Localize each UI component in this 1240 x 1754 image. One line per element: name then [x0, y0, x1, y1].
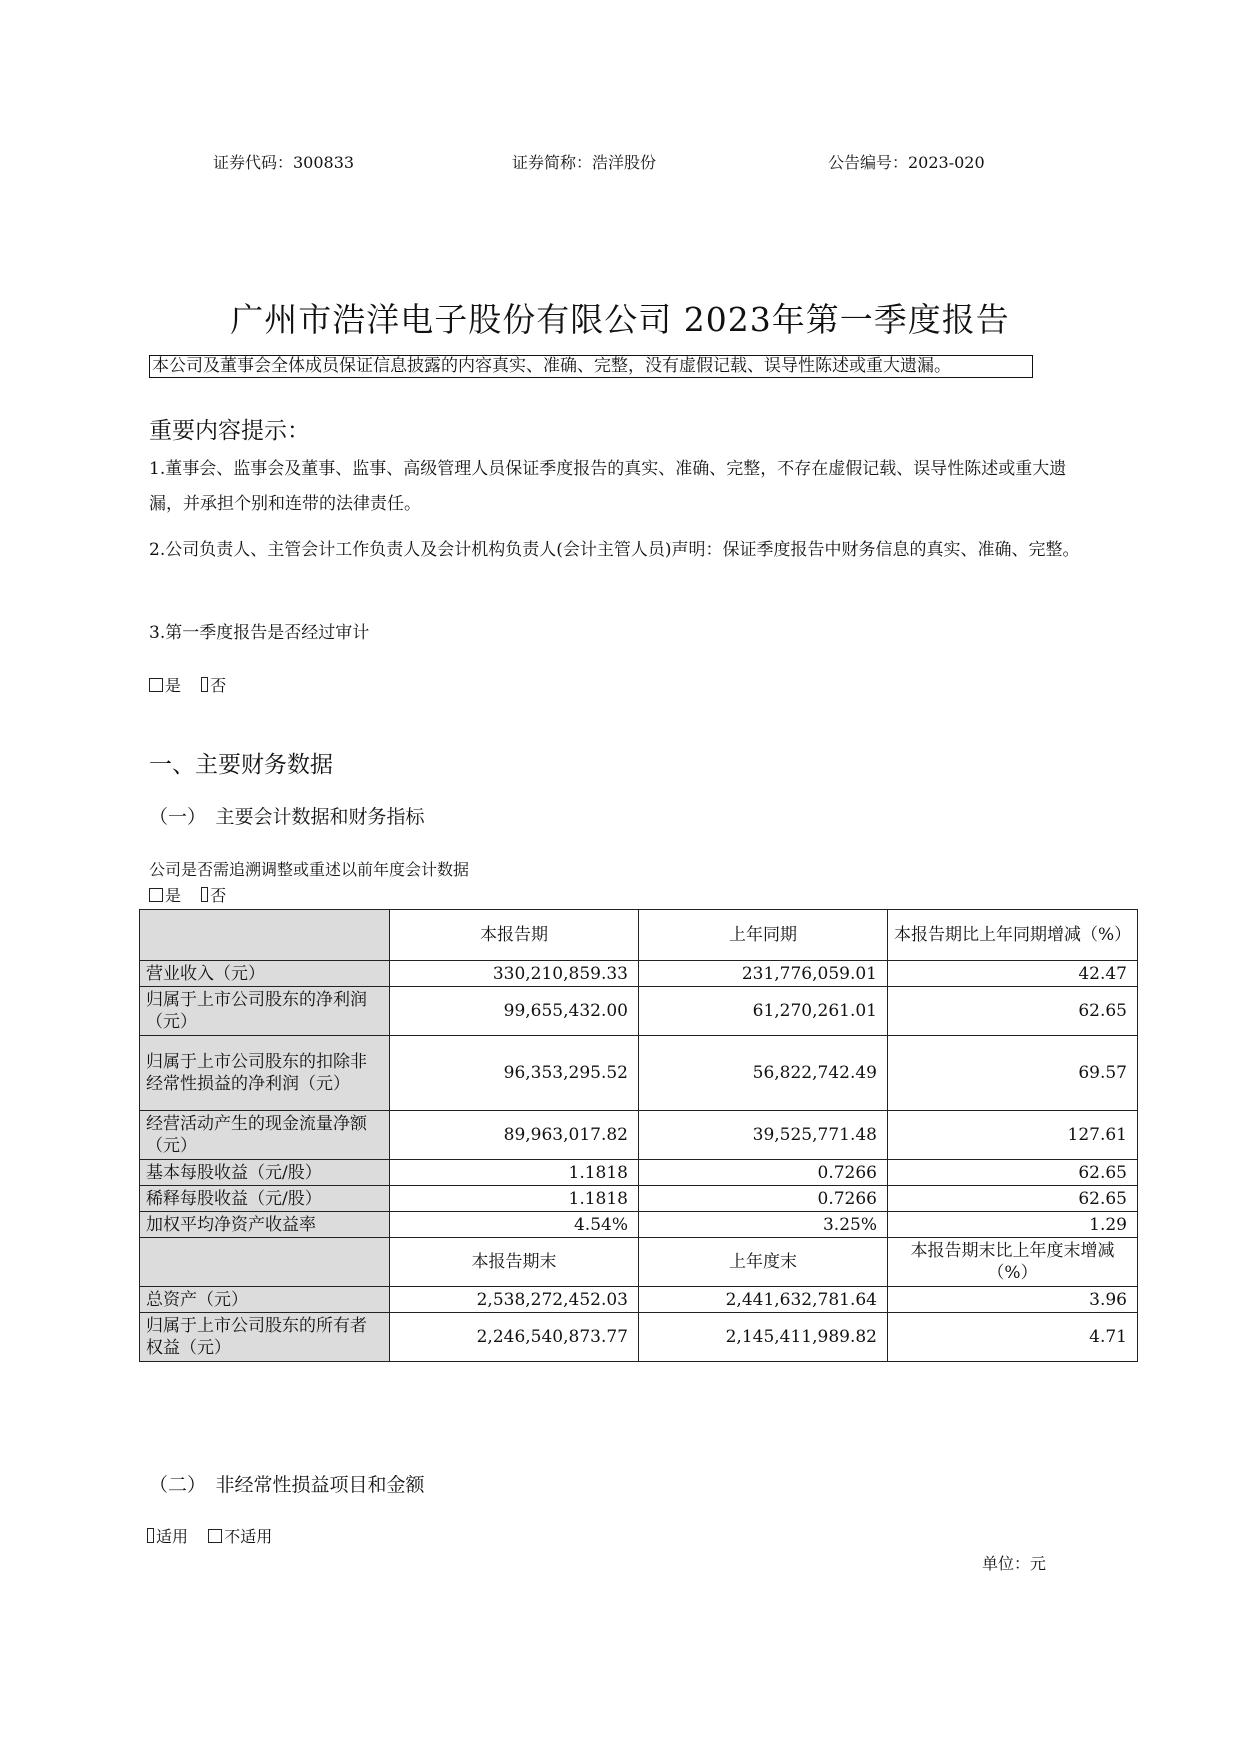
not-applicable-label: 不适用 — [224, 1527, 273, 1546]
cell-value: 62.65 — [888, 1186, 1138, 1212]
cell-value: 2,441,632,781.64 — [639, 1287, 888, 1313]
restate-question: 公司是否需追溯调整或重述以前年度会计数据 — [149, 860, 470, 879]
cell-value: 56,822,742.49 — [639, 1036, 888, 1111]
cell-value: 61,270,261.01 — [639, 987, 888, 1036]
restate-yes-checkbox[interactable] — [149, 888, 163, 902]
cell-value: 0.7266 — [639, 1186, 888, 1212]
cell-value: 62.65 — [888, 1160, 1138, 1186]
audit-options — [149, 673, 226, 696]
table-header-row — [140, 910, 1138, 961]
table-header-cell — [140, 1238, 390, 1287]
table-header-cell: 本报告期末比上年度末增减（%） — [888, 1238, 1138, 1287]
row-label: 经营活动产生的现金流量净额（元） — [140, 1111, 390, 1160]
applicable-label: 适用 — [156, 1527, 189, 1546]
applicable-options — [147, 1524, 272, 1547]
unit-label: 单位：元 — [982, 1554, 1047, 1573]
cell-value: 330,210,859.33 — [390, 961, 639, 987]
cell-value: 231,776,059.01 — [639, 961, 888, 987]
table-row — [140, 1036, 1138, 1111]
table-row — [140, 1160, 1138, 1186]
row-label: 基本每股收益（元/股） — [140, 1160, 390, 1186]
table-row — [140, 1111, 1138, 1160]
row-label: 归属于上市公司股东的扣除非经常性损益的净利润（元） — [140, 1036, 390, 1111]
row-label: 归属于上市公司股东的净利润（元） — [140, 987, 390, 1036]
restate-yes-label: 是 — [165, 886, 182, 905]
cell-value: 62.65 — [888, 987, 1138, 1036]
cell-value: 3.25% — [639, 1212, 888, 1238]
row-label: 总资产（元） — [140, 1287, 390, 1313]
row-label: 加权平均净资产收益率 — [140, 1212, 390, 1238]
cell-value: 42.47 — [888, 961, 1138, 987]
cell-value: 39,525,771.48 — [639, 1111, 888, 1160]
applicable-checkbox[interactable] — [147, 1528, 154, 1543]
audit-no-checkbox[interactable] — [201, 677, 208, 692]
table-header-cell: 本报告期 — [390, 910, 639, 961]
row-label: 营业收入（元） — [140, 961, 390, 987]
cell-value: 2,538,272,452.03 — [390, 1287, 639, 1313]
table-header-cell: 上年同期 — [639, 910, 888, 961]
announcement-number: 公告编号：2023-020 — [828, 153, 985, 172]
cell-value: 0.7266 — [639, 1160, 888, 1186]
table-header-row — [140, 1238, 1138, 1287]
table-row — [140, 961, 1138, 987]
cell-value: 69.57 — [888, 1036, 1138, 1111]
cell-value: 4.54% — [390, 1212, 639, 1238]
not-applicable-checkbox[interactable] — [208, 1529, 222, 1543]
table-header-cell — [140, 910, 390, 961]
stock-abbreviation: 证券简称：浩洋股份 — [512, 153, 657, 172]
section2-subheading: （二） 非经常性损益项目和金额 — [149, 1474, 425, 1496]
cell-value: 96,353,295.52 — [390, 1036, 639, 1111]
cell-value: 1.1818 — [390, 1160, 639, 1186]
important-heading: 重要内容提示： — [149, 418, 310, 444]
section1-heading: 一、主要财务数据 — [149, 752, 333, 778]
restate-no-checkbox[interactable] — [201, 887, 208, 902]
cell-value: 99,655,432.00 — [390, 987, 639, 1036]
audit-no-label: 否 — [210, 676, 227, 695]
table-header-cell: 本报告期比上年同期增减（%） — [888, 910, 1138, 961]
cell-value: 1.1818 — [390, 1186, 639, 1212]
cell-value: 1.29 — [888, 1212, 1138, 1238]
page-title: 广州市浩洋电子股份有限公司 2023年第一季度报告 — [230, 300, 1010, 339]
cell-value: 3.96 — [888, 1287, 1138, 1313]
row-label: 归属于上市公司股东的所有者权益（元） — [140, 1313, 390, 1362]
board-notice-box: 本公司及董事会全体成员保证信息披露的内容真实、准确、完整，没有虚假记载、误导性陈述或重大遗漏。 — [149, 355, 1033, 378]
table-header-cell: 上年度末 — [639, 1238, 888, 1287]
table-row — [140, 1212, 1138, 1238]
important-item-1: 1.董事会、监事会及董事、监事、高级管理人员保证季度报告的真实、准确、完整，不存在虚假记载、误导性陈述或重大遗漏，并承担个别和连带的法律责任。 — [149, 459, 1067, 514]
restate-options — [149, 883, 226, 906]
important-item-2: 2.公司负责人、主管会计工作负责人及会计机构负责人(会计主管人员)声明：保证季度报告中财务信息的真实、准确、完整。 — [149, 540, 1080, 560]
cell-value: 127.61 — [888, 1111, 1138, 1160]
table-row — [140, 1186, 1138, 1212]
stock-code: 证券代码：300833 — [213, 153, 355, 172]
restate-no-label: 否 — [210, 886, 227, 905]
table-row — [140, 1287, 1138, 1313]
section1-subheading: （一） 主要会计数据和财务指标 — [149, 806, 425, 828]
table-row — [140, 987, 1138, 1036]
financial-data-table — [139, 909, 1138, 1362]
cell-value: 2,145,411,989.82 — [639, 1313, 888, 1362]
audit-yes-checkbox[interactable] — [149, 678, 163, 692]
row-label: 稀释每股收益（元/股） — [140, 1186, 390, 1212]
cell-value: 89,963,017.82 — [390, 1111, 639, 1160]
table-header-cell: 本报告期末 — [390, 1238, 639, 1287]
cell-value: 2,246,540,873.77 — [390, 1313, 639, 1362]
important-item-3: 3.第一季度报告是否经过审计 — [149, 623, 370, 643]
audit-yes-label: 是 — [165, 676, 182, 695]
cell-value: 4.71 — [888, 1313, 1138, 1362]
table-row — [140, 1313, 1138, 1362]
